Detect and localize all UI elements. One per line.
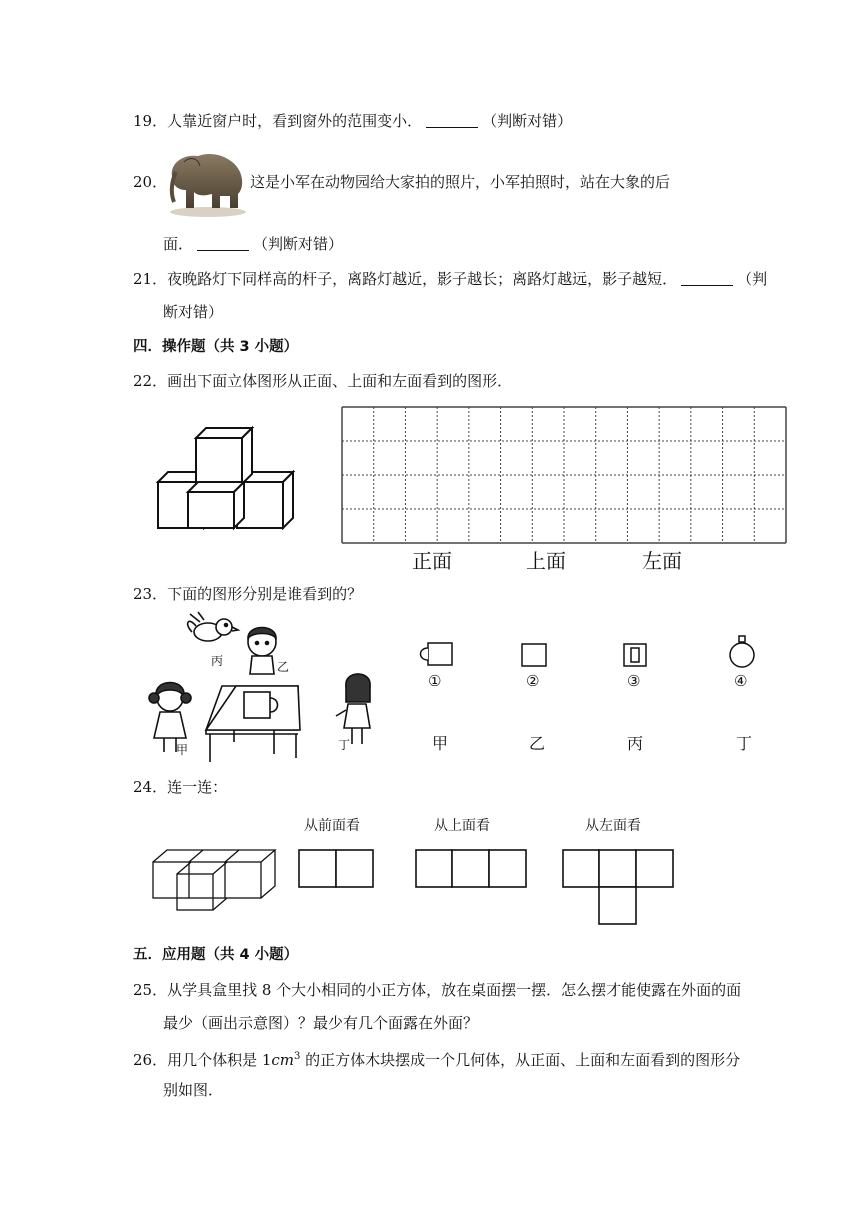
question-number: 19． <box>133 112 168 130</box>
answer-name-yi[interactable]: 乙 <box>529 734 546 753</box>
question-suffix: （判断对错） <box>482 112 573 130</box>
question-22 <box>133 371 512 391</box>
bird-icon <box>188 612 238 641</box>
view-label-top: 从上面看 <box>434 818 490 834</box>
question-text: 从学具盒里找 8 个大小相同的小正方体，放在桌面摆一摆．怎么摆才能使露在外面的面 <box>167 981 742 999</box>
view-4-cup-top <box>728 634 758 670</box>
option-front-view[interactable] <box>298 849 374 889</box>
person-label-jia: 甲 <box>176 743 189 757</box>
question-text: 下面的图形分别是谁看到的？ <box>167 585 363 603</box>
question-text: 连一连： <box>167 778 228 796</box>
question-20-number: 20． <box>133 173 168 191</box>
view-number-1: ① <box>428 672 442 690</box>
unit-exponent: 3 <box>294 1051 301 1062</box>
boy-figure <box>248 628 276 675</box>
view-number-3: ③ <box>627 672 641 690</box>
view-2-cup-front <box>520 642 550 668</box>
question-text: 画出下面立体图形从正面、上面和左面看到的图形． <box>167 372 513 390</box>
answer-name-ding[interactable]: 丁 <box>736 734 753 753</box>
answer-blank[interactable] <box>426 113 478 128</box>
section-heading-5: 五．应用题（共 4 小题） <box>133 947 299 963</box>
view-number-4: ④ <box>734 672 748 690</box>
grid-label-front: 正面 <box>412 549 452 573</box>
drawing-grid[interactable] <box>341 406 787 543</box>
view-number-2: ② <box>526 672 540 690</box>
question-20-line2 <box>163 234 343 254</box>
question-26-line2: 别如图． <box>163 1081 224 1099</box>
answer-name-bing[interactable]: 丙 <box>627 734 644 753</box>
question-26 <box>133 1047 740 1070</box>
girl-figure-right <box>336 674 370 744</box>
person-label-bing: 丙 <box>211 654 224 668</box>
question-number: 25． <box>133 981 168 999</box>
question-19 <box>133 111 572 131</box>
elephant-photo <box>164 146 248 218</box>
view-label-left: 从左面看 <box>585 818 641 834</box>
question-23 <box>133 584 362 604</box>
question-25 <box>133 980 741 1000</box>
section-heading-4: 四．操作题（共 3 小题） <box>133 339 299 355</box>
person-label-yi: 乙 <box>277 660 290 674</box>
question-suffix: （判 <box>737 270 768 288</box>
question-text: 夜晚路灯下同样高的杆子，离路灯越近，影子越长；离路灯越远，影子越短． <box>167 270 678 288</box>
question-25-line2: 最少（画出示意图）？最少有几个面露在外面？ <box>163 1014 479 1032</box>
option-top-view[interactable] <box>415 849 527 889</box>
question-number: 23． <box>133 585 168 603</box>
question-24 <box>133 777 227 797</box>
view-3-cup-handle <box>622 642 652 668</box>
question-number: 21． <box>133 270 168 288</box>
question-number: 26． <box>133 1051 168 1069</box>
question-text: 用几个体积是 1 <box>167 1051 272 1069</box>
unit: cm <box>271 1051 295 1069</box>
question-suffix: （判断对错） <box>253 235 344 253</box>
cube-solid-figure <box>150 426 295 530</box>
grid-label-left: 左面 <box>642 549 682 573</box>
question-20-text: 这是小军在动物园给大家拍的照片，小军拍照时，站在大象的后 <box>250 173 671 191</box>
question-text: 人靠近窗户时，看到窗外的范围变小． <box>167 112 423 130</box>
block-solid-figure <box>150 846 280 912</box>
answer-name-jia[interactable]: 甲 <box>432 734 449 753</box>
question-number: 22． <box>133 372 168 390</box>
question-text: 面． <box>163 235 194 253</box>
question-21-line2: 断对错） <box>163 303 224 321</box>
option-left-view[interactable] <box>562 849 674 925</box>
question-number: 24． <box>133 778 168 796</box>
view-1-cup-side <box>416 641 456 667</box>
view-label-front: 从前面看 <box>304 818 360 834</box>
grid-label-top: 上面 <box>526 549 566 573</box>
answer-blank[interactable] <box>681 271 733 286</box>
answer-blank[interactable] <box>197 236 249 251</box>
person-label-ding: 丁 <box>338 738 351 752</box>
question-text-cont: 的正方体木块摆成一个几何体，从正面、上面和左面看到的图形分 <box>300 1051 741 1069</box>
question-21 <box>133 269 767 289</box>
